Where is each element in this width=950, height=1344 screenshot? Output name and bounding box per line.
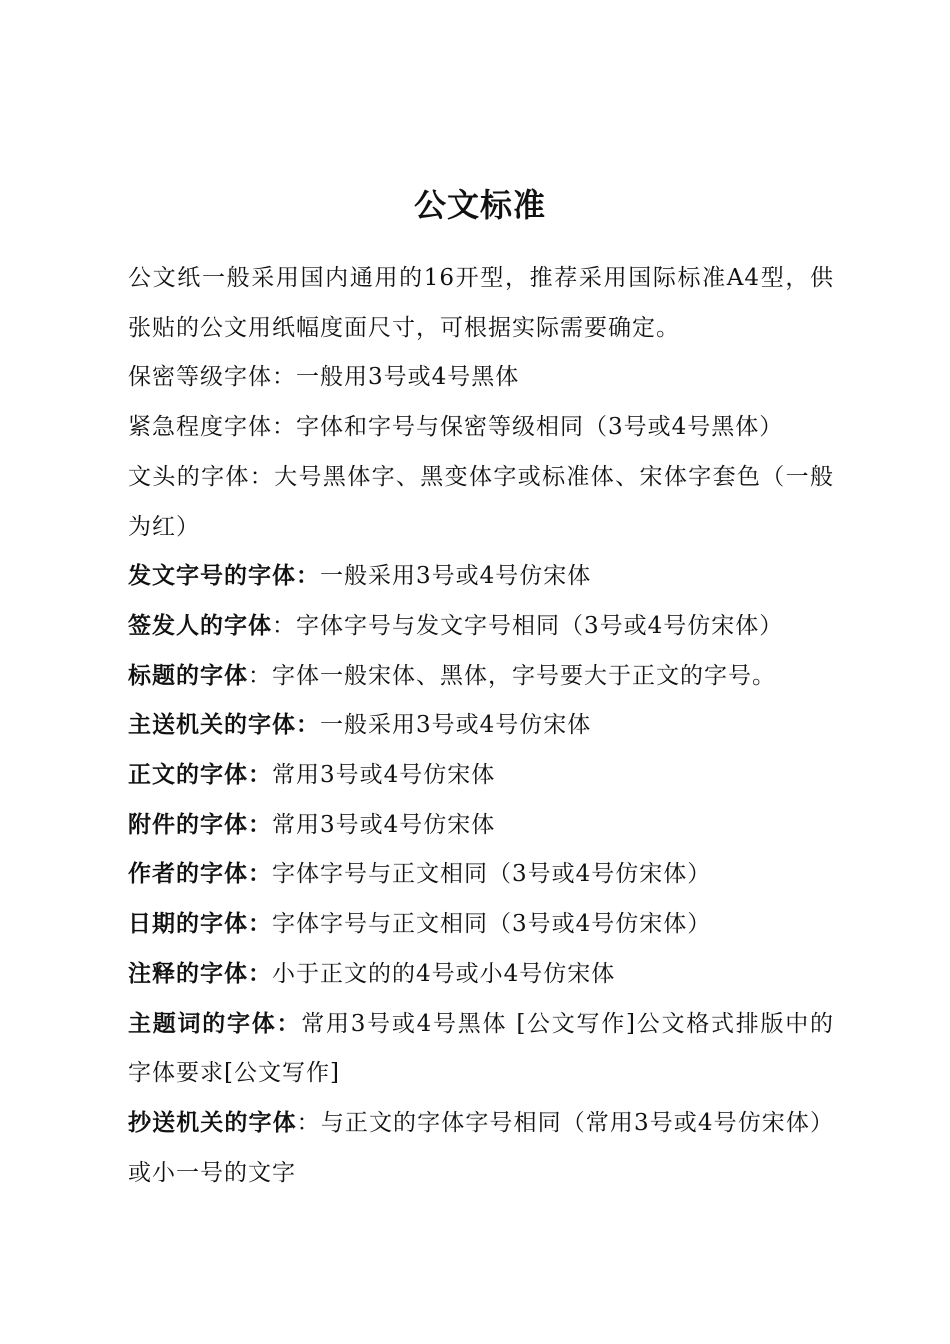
paragraph-text: 小于正文的的4号或小4号仿宋体 bbox=[272, 960, 616, 987]
paragraph-attachment-font bbox=[128, 801, 834, 851]
paragraph-header-font bbox=[128, 453, 834, 552]
paragraph-classification-font bbox=[128, 353, 834, 403]
paragraph-text: 常用3号或4号仿宋体 bbox=[272, 762, 496, 789]
paragraph-urgency-font bbox=[128, 403, 834, 453]
paragraph-author-font bbox=[128, 850, 834, 900]
paragraph-recipient-font bbox=[128, 701, 834, 751]
paragraph-term: 作者的字体： bbox=[128, 861, 272, 888]
paragraph-text: 公文纸一般采用国内通用的16开型，推荐采用国际标准A4型，供张贴的公文用纸幅度面尺寸，可根据实际需要确定。 bbox=[128, 265, 834, 341]
paragraph-text: 保密等级字体：一般用3号或4号黑体 bbox=[128, 364, 520, 391]
paragraph-term: 发文字号的字体： bbox=[128, 563, 320, 590]
paragraph-cc-font bbox=[128, 1099, 834, 1198]
paragraph-title-font bbox=[128, 652, 834, 702]
paragraph-term: 正文的字体： bbox=[128, 762, 272, 789]
paragraph-text: 紧急程度字体：字体和字号与保密等级相同（3号或4号黑体） bbox=[128, 414, 784, 441]
paragraph-document-number-font bbox=[128, 552, 834, 602]
paragraph-term: 主送机关的字体： bbox=[128, 712, 320, 739]
paragraph-text: 一般采用3号或4号仿宋体 bbox=[320, 712, 592, 739]
paragraph-text: ：字体一般宋体、黑体，字号要大于正文的字号。 bbox=[248, 662, 776, 689]
paragraph-text: 字体字号与正文相同（3号或4号仿宋体） bbox=[272, 911, 712, 938]
paragraph-term: 注释的字体： bbox=[128, 960, 272, 987]
paragraph-text: ：字体字号与发文字号相同（3号或4号仿宋体） bbox=[272, 612, 784, 639]
paragraph-main-text-font bbox=[128, 751, 834, 801]
paragraph-term: 附件的字体： bbox=[128, 811, 272, 838]
paragraph-term: 日期的字体： bbox=[128, 911, 272, 938]
paragraph-date-font bbox=[128, 900, 834, 950]
paragraph-paper-size bbox=[128, 254, 834, 353]
document-title: 公文标准 bbox=[413, 186, 546, 224]
paragraph-text: 常用3号或4号仿宋体 bbox=[272, 811, 496, 838]
document-body bbox=[128, 254, 834, 1198]
paragraph-text: 字体字号与正文相同（3号或4号仿宋体） bbox=[272, 861, 712, 888]
paragraph-term: 抄送机关的字体 bbox=[128, 1109, 297, 1136]
paragraph-text: 文头的字体：大号黑体字、黑变体字或标准体、宋体字套色（一般为红） bbox=[128, 463, 834, 540]
paragraph-text: 一般采用3号或4号仿宋体 bbox=[320, 563, 592, 590]
paragraph-term: 主题词的字体： bbox=[128, 1010, 302, 1037]
paragraph-term: 标题的字体 bbox=[128, 662, 248, 689]
paragraph-keyword-font bbox=[128, 1000, 834, 1099]
paragraph-text: 常用3号或4号黑体 [公文写作]公文格式排版中的字体要求[公文写作] bbox=[128, 1010, 834, 1087]
paragraph-text: ：与正文的字体字号相同（常用3号或4号仿宋体）或小一号的文字 bbox=[128, 1109, 834, 1186]
paragraph-signer-font bbox=[128, 602, 834, 652]
paragraph-annotation-font bbox=[128, 950, 834, 1000]
paragraph-term: 签发人的字体 bbox=[128, 612, 272, 639]
